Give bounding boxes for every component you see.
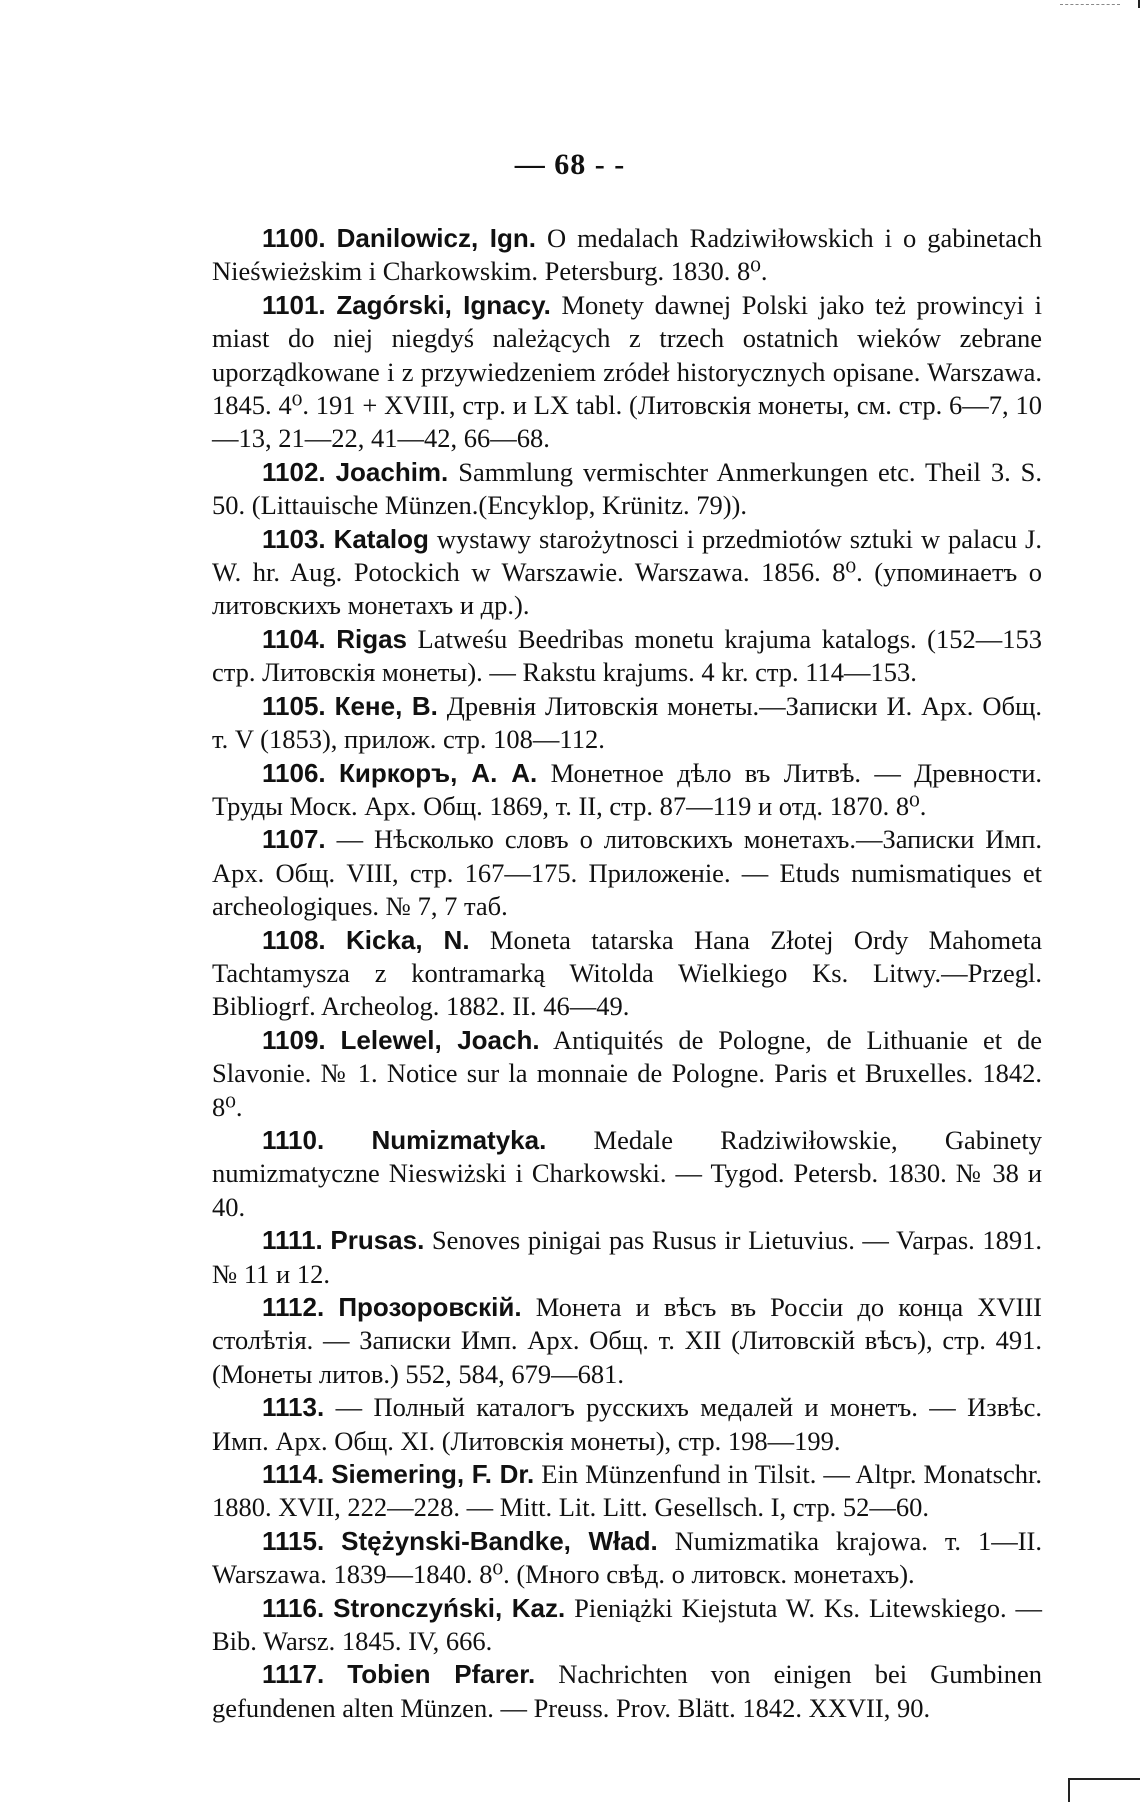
entry-number: 1114. <box>262 1459 325 1490</box>
entry-text: Древнія Литовскія монеты.—Записки И. Арх. Общ. т. V (1853), прилож. стр. 108—112. <box>212 690 1042 755</box>
scan-edge-mark-top <box>1060 4 1120 5</box>
bibliography-entry <box>212 924 1042 1024</box>
bibliography-entry <box>212 823 1042 923</box>
scan-edge-mark-bottom-corner <box>1068 1778 1140 1802</box>
entry-author: Кене, В. <box>334 690 438 721</box>
entry-author: Danilowicz, Ign. <box>336 223 537 253</box>
page-number: — 68 - - <box>514 148 626 181</box>
entry-author: Joachim. <box>335 456 449 487</box>
bibliography-entry <box>212 1391 1042 1458</box>
entry-author: Киркоръ, А. А. <box>339 757 538 788</box>
entry-author: Prusas. <box>330 1225 425 1256</box>
bibliography-entry <box>212 523 1042 623</box>
entry-number: 1112. <box>262 1292 325 1322</box>
entry-text: Moneta tatarska Hana Złotej Ordy Mahometa Tachtamysza z kontramarką Witolda Wielkiego Ks. Litwy.—Przegl. Bibliogrf. Archeolog. 1882. II. 46—49. <box>212 924 1043 1022</box>
entry-text: — Полный каталогъ русскихъ медалей и монетъ. — Извѣс. Имп. Арх. Общ. XI. (Литовскія монеты), стр. 198—199. <box>212 1392 1042 1456</box>
bibliography-entry <box>212 1658 1042 1725</box>
bibliography-entry <box>212 1124 1042 1224</box>
entry-number: 1113. <box>262 1392 325 1423</box>
entry-number: 1106. <box>262 757 326 788</box>
entry-text: Numizmatika krajowa. т. 1—II. Warszawa. 1839—1840. 8⁰. (Много свѣд. о литовск. монетахъ). <box>212 1525 1042 1590</box>
entry-author: Siemering, F. Dr. <box>331 1459 535 1490</box>
entry-text: Senoves pinigai pas Rusus ir Lietuvius. — Varpas. 1891. № 11 и 12. <box>212 1225 1042 1289</box>
entry-author: Прозоровскій. <box>338 1292 522 1322</box>
entry-author: Zagórski, Ignacy. <box>336 289 551 320</box>
entry-text: Monety dawnej Polski jako też prowincyi i miast do niej niegdyś należących z trzech ostatnich wieków zebrane uporządkowane i z przywiedzeniem zródeł historycznych opisane. Warszawa. 1845. 4⁰. 191 + XVIII, стр. и LX tabl. (Литовскія монеты, см. стр. 6—7, 10—13, 21—22, 41—42, 66—68. <box>212 289 1043 454</box>
entry-author: Stężynski-Bandke, Wład. <box>341 1525 658 1556</box>
bibliography-entry <box>212 1592 1042 1659</box>
entry-number: 1105. <box>262 690 326 721</box>
entry-author: Stronczyński, Kaz. <box>333 1592 566 1623</box>
entry-text: Medale Radziwiłowskie, Gabinety numizmatyczne Nieswiżski i Charkowski. — Tygod. Petersb. 1830. № 38 и 40. <box>212 1124 1042 1222</box>
entry-number: 1116. <box>262 1592 325 1623</box>
entry-text: Latweśu Beedribas monetu krajuma katalogs. (152—153 стр. Литовскія монеты). — Rakstu krajums. 4 kr. стр. 114—153. <box>212 623 1043 688</box>
entry-number: 1101. <box>262 289 326 320</box>
entry-text: Монета и вѣсъ въ Россіи до конца XVIII столѣтія. — Записки Имп. Арх. Общ. т. XII (Литовскій вѣсъ), стр. 491. (Монеты литов.) 552, 584, 679—681. <box>212 1292 1043 1389</box>
bibliography-list <box>212 222 1042 1725</box>
entry-author: Rigas <box>336 623 407 654</box>
bibliography-entry <box>212 757 1042 824</box>
entry-author: Numizmatyka. <box>371 1124 547 1155</box>
entry-text: wystawy starożytnosci i przedmiotów sztuki w palacu J. W. hr. Aug. Potockich w Warszawie. Warszawa. 1856. 8⁰. (упоминаетъ о литовскихъ монетахъ и др.). <box>212 523 1042 621</box>
bibliography-entry <box>212 222 1042 289</box>
entry-author: Katalog <box>333 523 429 554</box>
entry-author: Kicka, N. <box>346 924 470 955</box>
scan-edge-mark-top-corner <box>1132 0 1140 8</box>
entry-number: 1107. <box>262 824 326 855</box>
bibliography-entry <box>212 1291 1042 1391</box>
entry-text: O medalach Radziwiłowskich i o gabinetach Nieświeżskim i Charkowskim. Petersburg. 1830. 8⁰. <box>212 223 1043 287</box>
bibliography-entry <box>212 456 1042 523</box>
bibliography-entry <box>212 1525 1042 1592</box>
entry-text: Antiquités de Pologne, de Lithuanie et de Slavonie. № 1. Notice sur la monnaie de Pologne. Paris et Bruxelles. 1842. 8⁰. <box>212 1024 1043 1122</box>
bibliography-entry <box>212 1458 1042 1525</box>
bibliography-entry <box>212 1224 1042 1291</box>
entry-number: 1110. <box>262 1124 325 1155</box>
bibliography-entry <box>212 289 1042 456</box>
entry-number: 1103. <box>262 523 326 554</box>
entry-number: 1117. <box>262 1659 325 1690</box>
bibliography-entry <box>212 623 1042 690</box>
entry-text: Ein Münzenfund in Tilsit. — Altpr. Monatschr. 1880. XVII, 222—228. — Mitt. Lit. Litt. Gesellsch. I, стр. 52—60. <box>212 1459 1042 1523</box>
entry-number: 1111. <box>262 1225 323 1256</box>
entry-text: Монетное дѣло въ Литвѣ. — Древности. Труды Моск. Арх. Общ. 1869, т. II, стр. 87—119 и отд. 1870. 8⁰. <box>212 757 1043 821</box>
entry-number: 1104. <box>262 623 326 654</box>
bibliography-entry <box>212 690 1042 757</box>
entry-number: 1100. <box>262 223 326 253</box>
entry-number: 1102. <box>262 456 326 487</box>
entry-text: — Нѣсколько словъ о литовскихъ монетахъ.—Записки Имп. Арх. Общ. VIII, стр. 167—175. Приложеніе. — Etuds numismatiques et archeologiques. № 7, 7 таб. <box>212 824 1042 922</box>
entry-number: 1109. <box>262 1024 326 1055</box>
entry-author: Lelewel, Joach. <box>340 1024 540 1055</box>
entry-number: 1115. <box>262 1525 325 1556</box>
entry-text: Sammlung vermischter Anmerkungen etc. Theil 3. S. 50. (Littauische Münzen.(Encyklop, Krünitz. 79)). <box>212 456 1042 521</box>
entry-number: 1108. <box>262 924 326 955</box>
entry-text: Pieniążki Kiejstuta W. Ks. Litewskiego. — Bib. Warsz. 1845. IV, 666. <box>212 1592 1042 1657</box>
bibliography-entry <box>212 1024 1042 1124</box>
entry-author: Tobien Pfarer. <box>347 1659 536 1690</box>
entry-text: Nachrichten von einigen bei Gumbinen gefundenen alten Münzen. — Preuss. Prov. Blätt. 1842. XXVII, 90. <box>212 1659 1043 1723</box>
